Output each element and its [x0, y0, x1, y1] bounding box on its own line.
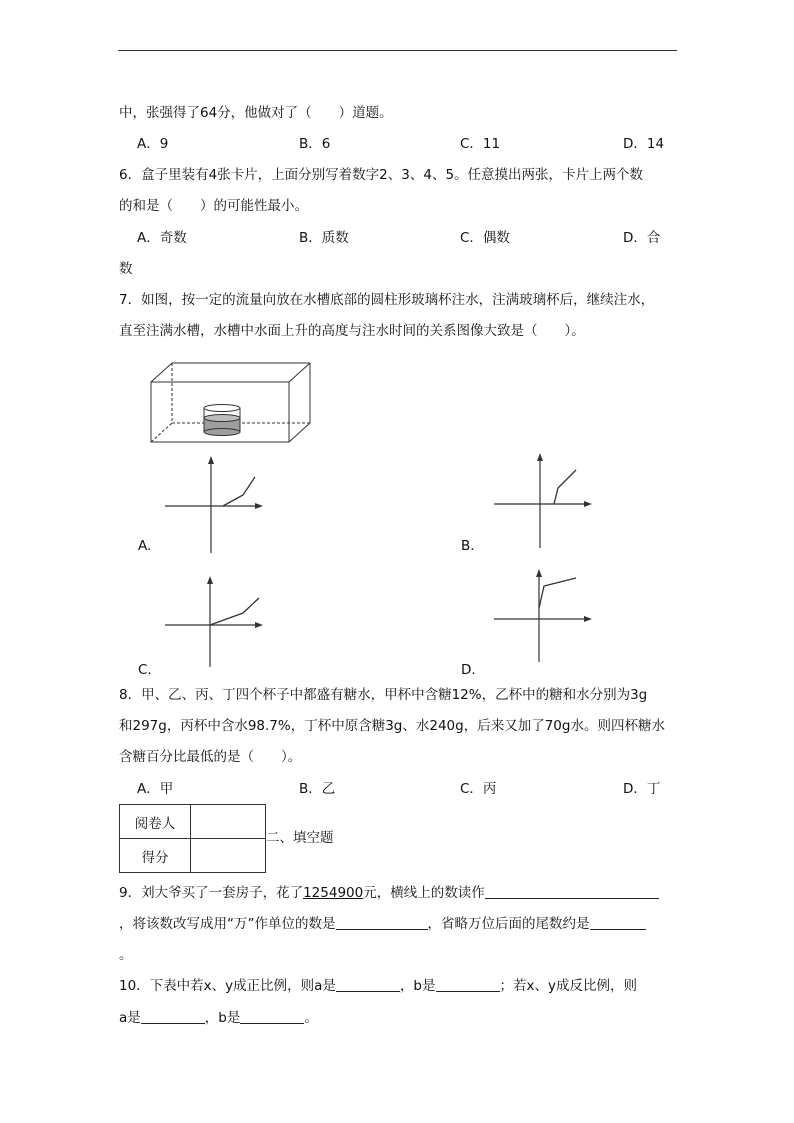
q5-text: 中，张强得了64分，他做对了（ ）道题。 — [119, 105, 393, 121]
q8-line-3: 含糖百分比最低的是（ ）。 — [119, 749, 302, 765]
graph-d — [492, 568, 598, 664]
q9-line-2 — [119, 915, 646, 933]
glass-cylinder — [204, 405, 240, 436]
q6-option-a[interactable]: A．奇数 — [137, 230, 187, 246]
q6-option-d[interactable]: D．合 — [623, 230, 661, 246]
header-rule — [118, 50, 677, 51]
q6-option-b[interactable]: B．质数 — [299, 230, 349, 246]
q5-option-a[interactable]: A．9 — [137, 136, 169, 152]
q10-line2-c: 。 — [304, 1010, 318, 1026]
q7-line-2: 直至注满水槽，水槽中水面上升的高度与注水时间的关系图像大致是（ ）。 — [119, 323, 585, 339]
score-cell[interactable] — [191, 839, 266, 873]
score-table — [119, 804, 266, 873]
q10-blank-a1[interactable] — [336, 977, 400, 992]
q9-line2-text: ，将该数改写成用“万”作单位的数是 — [119, 916, 336, 932]
q10-line1-a: 10．下表中若x、y成正比例，则a是 — [119, 978, 336, 994]
q10-line2-b: ，b是 — [204, 1010, 241, 1026]
q10-line-2 — [119, 1009, 318, 1027]
q9-blank-wan[interactable] — [336, 915, 428, 930]
graph-c-curve — [210, 598, 259, 625]
q6-line-1: 6．盒子里装有4张卡片，上面分别写着数字2、3、4、5。任意摸出两张，卡片上两个数 — [119, 167, 644, 183]
q5-option-b[interactable]: B．6 — [299, 136, 331, 152]
graph-b-label[interactable]: B. — [461, 538, 475, 554]
q9-prefix: 9．刘大爷买了一套房子，花了 — [119, 885, 304, 901]
reviewer-cell[interactable] — [191, 805, 266, 839]
graph-c — [163, 575, 267, 669]
q10-line-1 — [119, 977, 637, 995]
q8-options — [137, 780, 677, 798]
section-title: 二、填空题 — [266, 830, 334, 846]
score-label: 得分 — [120, 839, 191, 873]
graph-a — [163, 455, 267, 555]
graph-d-curve — [539, 578, 576, 608]
q6-option-c[interactable]: C．偶数 — [460, 230, 510, 246]
q8-line-1: 8．甲、乙、丙、丁四个杯子中都盛有糖水，甲杯中含糖12%，乙杯中的糖和水分别为3g — [119, 687, 648, 703]
q5-options — [137, 135, 677, 153]
q8-option-d[interactable]: D．丁 — [623, 781, 661, 797]
q8-option-a[interactable]: A．甲 — [137, 781, 174, 797]
water-tank-figure — [150, 362, 312, 444]
q9-line2-mid: ，省略万位后面的尾数约是 — [427, 916, 590, 932]
q5-option-c[interactable]: C．11 — [460, 136, 501, 152]
graph-b — [492, 452, 596, 552]
q6-line-2: 的和是（ ）的可能性最小。 — [119, 198, 308, 214]
q8-line-2: 和297g，丙杯中含水98.7%，丁杯中原含糖3g、水240g，后来又加了70g水。则四杯糖水 — [119, 718, 665, 734]
q9-number: 1254900 — [303, 885, 364, 901]
q8-option-c[interactable]: C．丙 — [460, 781, 497, 797]
q6-options — [137, 229, 677, 247]
reviewer-label: 阅卷人 — [120, 805, 191, 839]
q10-blank-b2[interactable] — [240, 1009, 304, 1024]
graph-b-curve — [554, 470, 576, 504]
q10-blank-a2[interactable] — [141, 1009, 205, 1024]
graph-c-label[interactable]: C. — [138, 662, 152, 678]
q9-line-3: 。 — [119, 947, 133, 963]
q10-line1-c: ；若x、y成反比例，则 — [499, 978, 637, 994]
q9-blank-approx[interactable] — [590, 915, 646, 930]
graph-a-curve — [223, 477, 255, 506]
graph-d-label[interactable]: D. — [461, 662, 476, 678]
q6-wrap-text: 数 — [119, 261, 133, 277]
q9-blank-reading[interactable] — [485, 884, 659, 899]
q9-line-1 — [119, 884, 659, 902]
graph-a-label[interactable]: A. — [138, 538, 152, 554]
q5-option-d[interactable]: D．14 — [623, 136, 665, 152]
q7-line-1: 7．如图，按一定的流量向放在水槽底部的圆柱形玻璃杯注水，注满玻璃杯后，继续注水， — [119, 292, 655, 308]
q8-option-b[interactable]: B．乙 — [299, 781, 336, 797]
q9-after-number: 元，横线上的数读作 — [363, 885, 485, 901]
q10-blank-b1[interactable] — [436, 977, 500, 992]
q10-line2-a: a是 — [119, 1010, 141, 1026]
q10-line1-b: ，b是 — [399, 978, 436, 994]
